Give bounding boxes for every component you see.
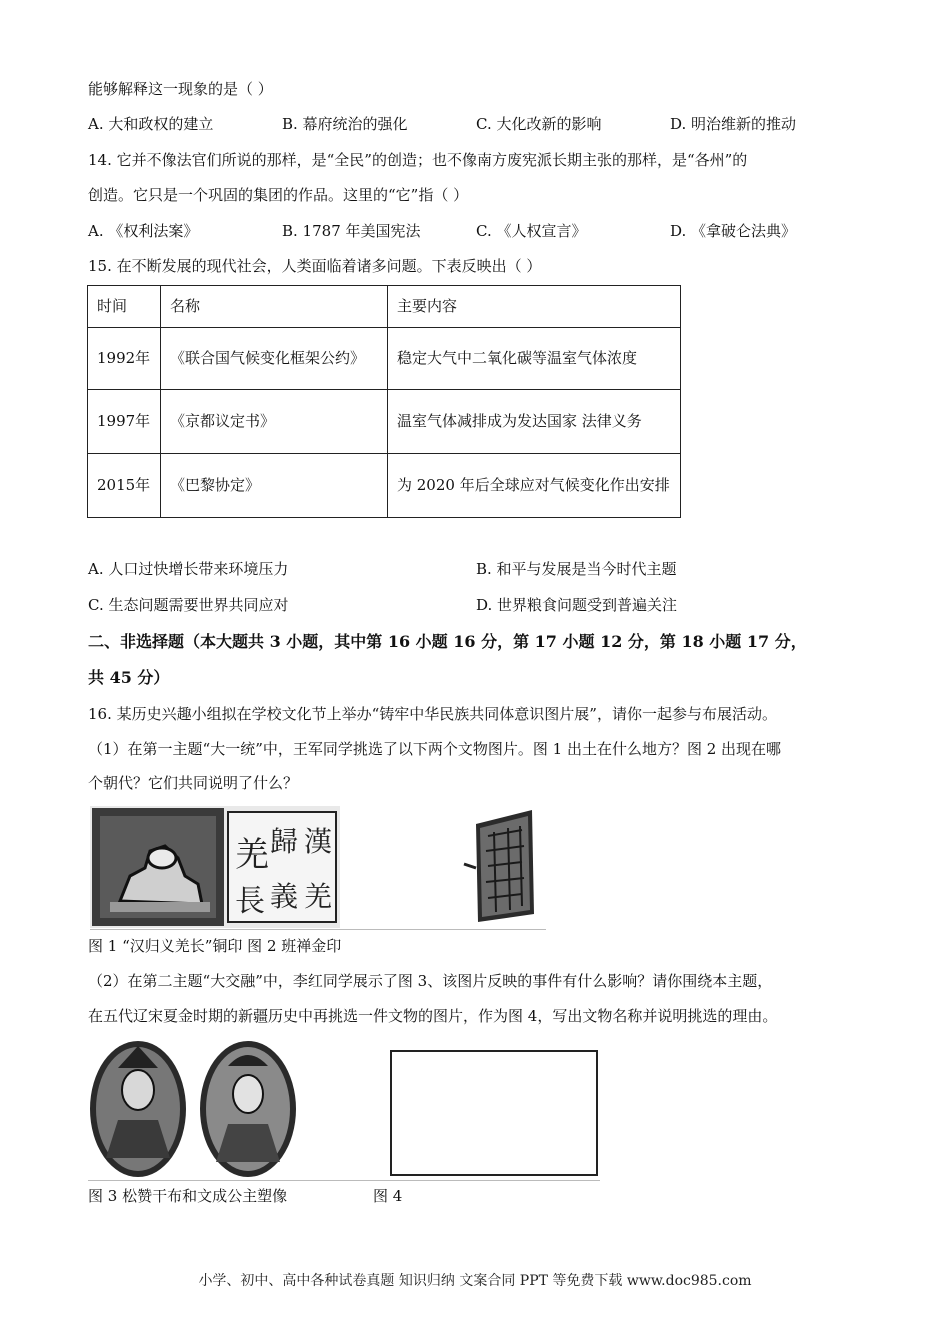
q14-stem-line1: 14. 它并不像法官们所说的那样，是“全民”的创造；也不像南方废宪派长期主张的那样，是“各州”的 (88, 151, 748, 169)
table-header-cell: 主要内容 (388, 286, 681, 328)
table-header-cell: 时间 (88, 286, 161, 328)
q13-option-d: D. 明治维新的推动 (670, 115, 797, 133)
figure2-golden-seal-image (462, 806, 546, 928)
svg-text:羌: 羌 (235, 835, 269, 875)
table-cell: 2015年 (88, 454, 161, 518)
svg-text:長: 長 (235, 884, 265, 919)
figure3-statues-image (88, 1038, 298, 1180)
figure4-empty-frame (390, 1050, 598, 1176)
page-footer: 小学、初中、高中各种试卷真题 知识归纳 文案合同 PPT 等免费下载 www.doc985.com (198, 1273, 752, 1289)
table-cell: 稳定大气中二氧化碳等温室气体浓度 (388, 328, 681, 390)
table-cell: 温室气体减排成为发达国家 法律义务 (388, 390, 681, 454)
table-cell: 为 2020 年后全球应对气候变化作出安排 (388, 454, 681, 518)
svg-text:義: 義 (270, 880, 299, 913)
table-row (88, 328, 681, 390)
q15-option-c: C. 生态问题需要世界共同应对 (88, 596, 289, 614)
figure-baseline-divider (88, 1180, 600, 1181)
figure3-caption: 图 3 松赞干布和文成公主塑像 (88, 1187, 288, 1205)
q15-option-d: D. 世界粮食问题受到普遍关注 (476, 596, 678, 614)
table-cell: 1992年 (88, 328, 161, 390)
figure1-2-caption: 图 1 “汉归义羌长”铜印 图 2 班禅金印 (88, 937, 342, 955)
q13-option-b: B. 幕府统治的强化 (282, 115, 408, 133)
q15-stem: 15. 在不断发展的现代社会，人类面临着诸多问题。下表反映出（ ） (88, 257, 542, 275)
table-cell: 《联合国气候变化框架公约》 (161, 328, 388, 390)
table-cell: 1997年 (88, 390, 161, 454)
q14-stem-line2: 创造。它只是一个巩固的集团的作品。这里的“它”指（ ） (88, 186, 469, 204)
q16-part1-line2: 个朝代？它们共同说明了什么？ (88, 774, 299, 792)
q13-stem-tail: 能够解释这一现象的是（ ） (88, 80, 273, 98)
q13-option-c: C. 大化改新的影响 (476, 115, 602, 133)
svg-text:歸: 歸 (270, 825, 299, 858)
table-row (88, 454, 681, 518)
q15-option-a: A. 人口过快增长带来环境压力 (88, 560, 289, 578)
q16-stem: 16. 某历史兴趣小组拟在学校文化节上举办“铸牢中华民族共同体意识图片展”，请你一起参与布展活动。 (88, 705, 777, 723)
q14-option-d: D. 《拿破仑法典》 (670, 222, 797, 240)
table-row (88, 390, 681, 454)
figure1-bronze-seal-image (90, 806, 340, 928)
svg-text:漢: 漢 (304, 825, 333, 858)
q14-option-c: C. 《人权宣言》 (476, 222, 587, 240)
table-cell: 《巴黎协定》 (161, 454, 388, 518)
svg-text:羌: 羌 (304, 880, 333, 913)
q14-option-a: A. 《权利法案》 (88, 222, 199, 240)
table-cell: 《京都议定书》 (161, 390, 388, 454)
q16-part1-line1: （1）在第一主题“大一统”中，王军同学挑选了以下两个文物图片。图 1 出土在什么地方？图 2 出现在哪 (88, 740, 782, 758)
section2-heading-line1: 二、非选择题（本大题共 3 小题，其中第 16 小题 16 分，第 17 小题 12 分，第 18 小题 17 分， (88, 632, 807, 651)
q16-part2-line2: 在五代辽宋夏金时期的新疆历史中再挑选一件文物的图片，作为图 4，写出文物名称并说明挑选的理由。 (88, 1007, 778, 1025)
q16-part2-line1: （2）在第二主题“大交融”中，李红同学展示了图 3、该图片反映的事件有什么影响？请你围绕本主题， (88, 972, 773, 990)
table-header-row (88, 286, 681, 328)
figure4-caption: 图 4 (373, 1187, 403, 1205)
climate-table (87, 285, 681, 518)
figure-baseline-divider (90, 929, 546, 930)
q15-option-b: B. 和平与发展是当今时代主题 (476, 560, 677, 578)
q13-option-a: A. 大和政权的建立 (88, 115, 214, 133)
q14-option-b: B. 1787 年美国宪法 (282, 222, 421, 240)
table-header-cell: 名称 (161, 286, 388, 328)
section2-heading-line2: 共 45 分） (88, 668, 170, 687)
